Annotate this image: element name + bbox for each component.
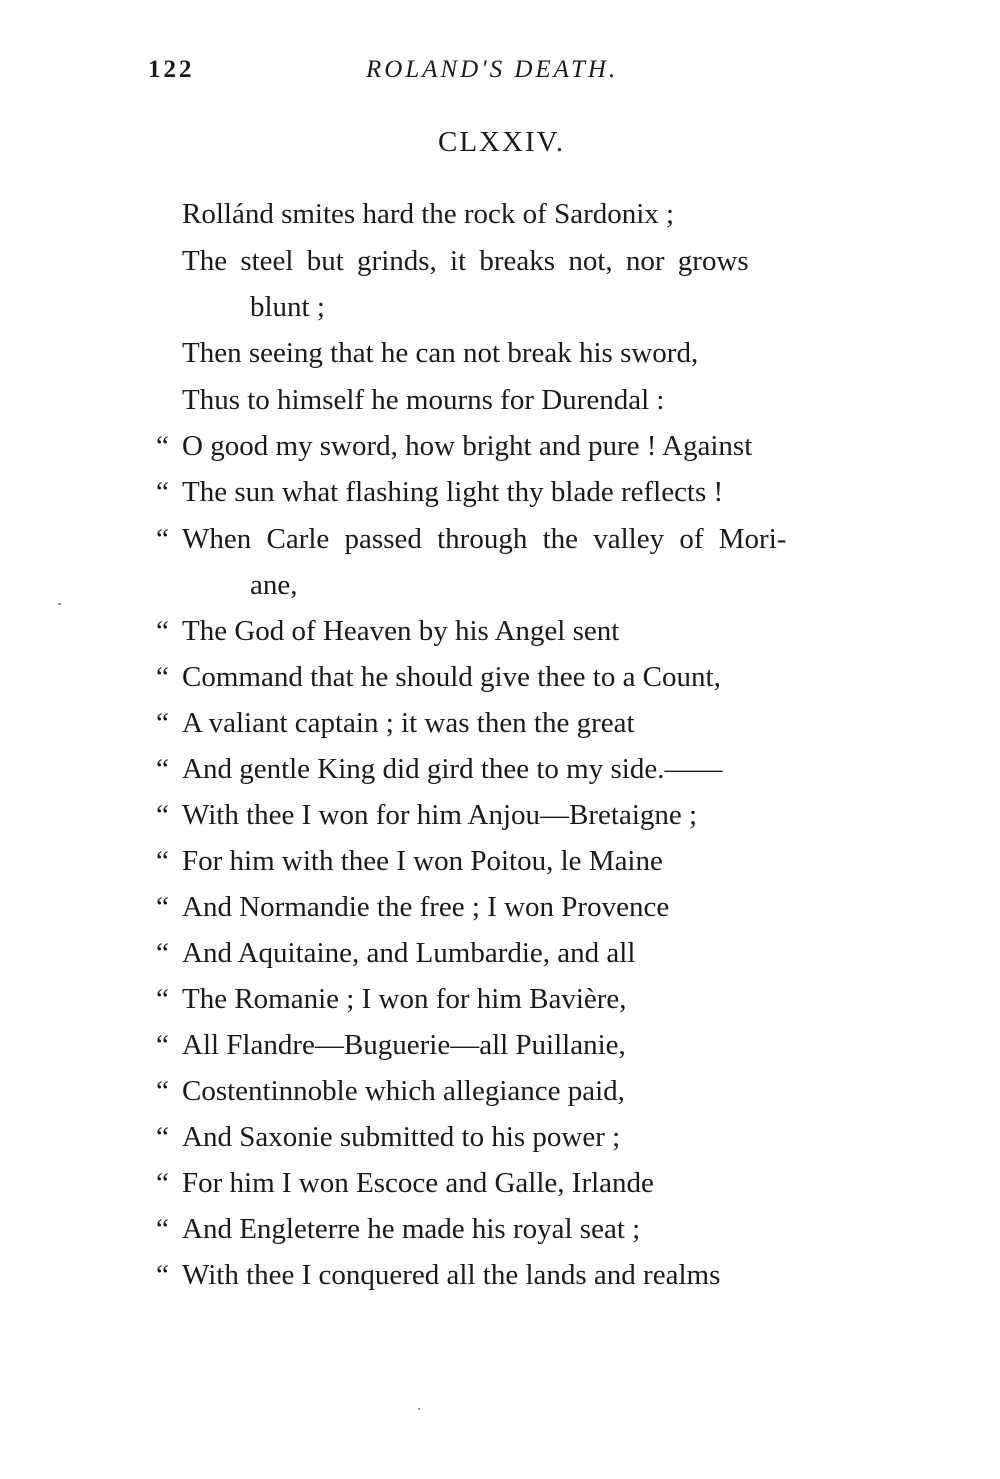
verse-line: “ O good my sword, how bright and pure ! Against xyxy=(156,430,753,462)
verse-line: “ When Carle passed through the valley of Mori- xyxy=(156,523,787,555)
verse-line: “ And Saxonie submitted to his power ; xyxy=(156,1121,621,1153)
verse-line: Thus to himself he mourns for Durendal : xyxy=(182,384,665,416)
verse-line: “ A valiant captain ; it was then the great xyxy=(156,707,635,739)
quote-mark: “ xyxy=(156,799,169,831)
verse-line: “ For him I won Escoce and Galle, Irlande xyxy=(156,1167,654,1199)
verse-line-continuation: blunt ; xyxy=(250,291,325,323)
quote-mark: “ xyxy=(156,523,169,555)
quote-mark: “ xyxy=(156,476,169,508)
quote-mark: “ xyxy=(156,1259,169,1291)
verse-line: “ And Engleterre he made his royal seat ; xyxy=(156,1213,641,1245)
page-number: 122 xyxy=(148,56,195,83)
quote-mark: “ xyxy=(156,661,169,693)
quote-mark: “ xyxy=(156,1213,169,1245)
paper-speck xyxy=(58,603,61,605)
verse-line: “ And Aquitaine, and Lumbardie, and all xyxy=(156,937,636,969)
quote-mark: “ xyxy=(156,430,169,462)
verse-line: Then seeing that he can not break his sword, xyxy=(182,337,699,369)
quote-mark: “ xyxy=(156,615,169,647)
verse-line: Rollánd smites hard the rock of Sardonix ; xyxy=(182,198,675,230)
verse-line: “ The God of Heaven by his Angel sent xyxy=(156,615,620,647)
running-title: ROLAND'S DEATH. xyxy=(366,56,619,83)
quote-mark: “ xyxy=(156,1167,169,1199)
verse-line: “ The sun what flashing light thy blade reflects ! xyxy=(156,476,724,508)
verse-line: “ Costentinnoble which allegiance paid, xyxy=(156,1075,625,1107)
verse-line: “ For him with thee I won Poitou, le Maine xyxy=(156,845,663,877)
verse-line: “ Command that he should give thee to a Count, xyxy=(156,661,721,693)
verse-line: “ With thee I won for him Anjou—Bretaigne ; xyxy=(156,799,698,831)
verse-line: “ With thee I conquered all the lands and realms xyxy=(156,1259,721,1291)
quote-mark: “ xyxy=(156,753,169,785)
verse-line: “ And Normandie the free ; I won Provence xyxy=(156,891,670,923)
quote-mark: “ xyxy=(156,1029,169,1061)
verse-line: “ And gentle King did gird thee to my side.—— xyxy=(156,753,723,785)
verse-line: “ The Romanie ; I won for him Bavière, xyxy=(156,983,627,1015)
verse-line: The steel but grinds, it breaks not, nor grows xyxy=(182,245,749,277)
quote-mark: “ xyxy=(156,937,169,969)
quote-mark: “ xyxy=(156,1121,169,1153)
quote-mark: “ xyxy=(156,891,169,923)
quote-mark: “ xyxy=(156,707,169,739)
quote-mark: “ xyxy=(156,845,169,877)
quote-mark: “ xyxy=(156,1075,169,1107)
stanza-number: CLXXIV. xyxy=(438,126,566,158)
quote-mark: “ xyxy=(156,983,169,1015)
verse-line-continuation: ane, xyxy=(250,569,298,601)
paper-speck xyxy=(418,1408,420,1410)
verse-line: “ All Flandre—Buguerie—all Puillanie, xyxy=(156,1029,626,1061)
